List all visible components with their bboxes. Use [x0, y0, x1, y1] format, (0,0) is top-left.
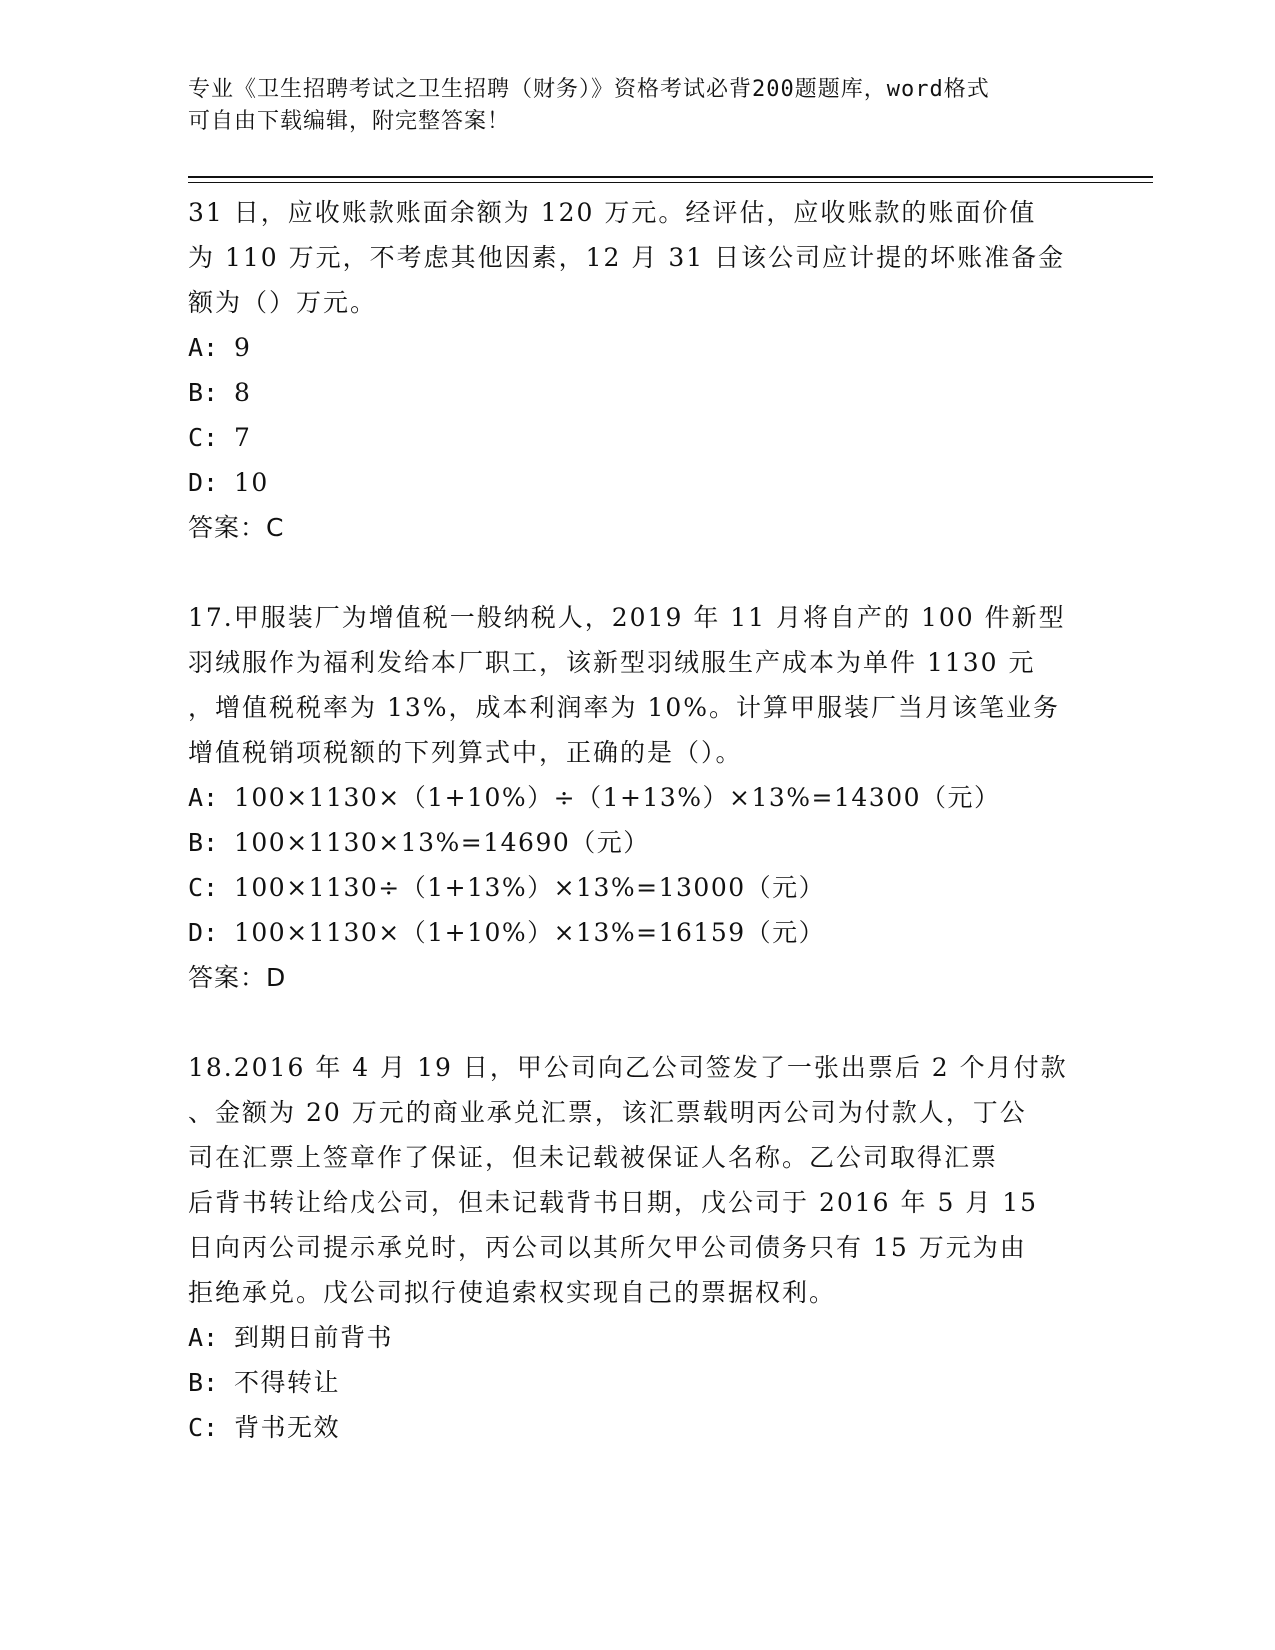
question-17 [188, 595, 1078, 1000]
option-letter: B: [188, 378, 219, 407]
option-letter: D: [188, 918, 219, 947]
option-letter: A: [188, 333, 219, 362]
option-text: 100×1130×（1+10%）×13%=16159（元） [234, 918, 826, 947]
option-text: 8 [234, 378, 252, 407]
option-text: 100×1130×（1+10%）÷（1+13%）×13%=14300（元） [234, 783, 1001, 812]
question-stem-line: 、金额为 20 万元的商业承兑汇票，该汇票载明丙公司为付款人，丁公 [188, 1098, 1027, 1127]
option-letter: C: [188, 873, 219, 902]
question-stem-line: 羽绒服作为福利发给本厂职工，该新型羽绒服生产成本为单件 1130 元 [188, 648, 1036, 677]
option-letter: D: [188, 468, 219, 497]
option-a [188, 1315, 1078, 1360]
option-text: 7 [234, 423, 252, 452]
document-header [188, 74, 1068, 138]
answer: 答案：C [188, 513, 285, 542]
option-a [188, 325, 1078, 370]
header-line-1: 专业《卫生招聘考试之卫生招聘（财务）》资格考试必背200题题库，word格式 [188, 77, 990, 102]
option-letter: A: [188, 783, 219, 812]
option-d [188, 910, 1078, 955]
header-divider-thick [188, 176, 1153, 178]
option-c [188, 1405, 1078, 1450]
option-text: 10 [234, 468, 269, 497]
header-line-2: 可自由下载编辑，附完整答案！ [188, 109, 511, 134]
option-letter: C: [188, 423, 219, 452]
option-text: 不得转让 [234, 1368, 341, 1397]
question-stem-line: 增值税销项税额的下列算式中，正确的是（）。 [188, 738, 743, 767]
document-body [188, 190, 1078, 1450]
option-c [188, 865, 1078, 910]
option-letter: B: [188, 828, 219, 857]
question-stem-line: 拒绝承兑。戊公司拟行使追索权实现自己的票据权利。 [188, 1278, 837, 1307]
question-stem-line: 额为（）万元。 [188, 288, 378, 317]
option-b [188, 820, 1078, 865]
header-divider-thin [188, 182, 1153, 183]
option-text: 100×1130×13%=14690（元） [234, 828, 650, 857]
option-text: 到期日前背书 [234, 1323, 394, 1352]
question-stem-line: 日向丙公司提示承兑时，丙公司以其所欠甲公司债务只有 15 万元为由 [188, 1233, 1027, 1262]
spacer [188, 550, 1078, 595]
question-stem-line: 后背书转让给戊公司，但未记载背书日期，戊公司于 2016 年 5 月 15 [188, 1188, 1039, 1217]
option-b [188, 1360, 1078, 1405]
answer: 答案：D [188, 963, 287, 992]
question-16 [188, 190, 1078, 550]
option-letter: A: [188, 1323, 219, 1352]
question-stem-line: 为 110 万元，不考虑其他因素，12 月 31 日该公司应计提的坏账准备金 [188, 243, 1066, 272]
question-stem-line: ，增值税税率为 13%，成本利润率为 10%。计算甲服装厂当月该笔业务 [188, 693, 1061, 722]
option-text: 9 [234, 333, 252, 362]
question-stem-line: 18.2016 年 4 月 19 日，甲公司向乙公司签发了一张出票后 2 个月付款 [188, 1053, 1068, 1082]
spacer [188, 1000, 1078, 1045]
option-text: 100×1130÷（1+13%）×13%=13000（元） [234, 873, 826, 902]
option-b [188, 370, 1078, 415]
question-stem-line: 31 日，应收账款账面余额为 120 万元。经评估，应收账款的账面价值 [188, 198, 1037, 227]
question-18 [188, 1045, 1078, 1450]
option-letter: B: [188, 1368, 219, 1397]
question-stem-line: 司在汇票上签章作了保证，但未记载被保证人名称。乙公司取得汇票 [188, 1143, 999, 1172]
option-text: 背书无效 [234, 1413, 341, 1442]
option-c [188, 415, 1078, 460]
option-a [188, 775, 1078, 820]
question-stem-line: 17.甲服装厂为增值税一般纳税人，2019 年 11 月将自产的 100 件新型 [188, 603, 1066, 632]
option-letter: C: [188, 1413, 219, 1442]
option-d [188, 460, 1078, 505]
